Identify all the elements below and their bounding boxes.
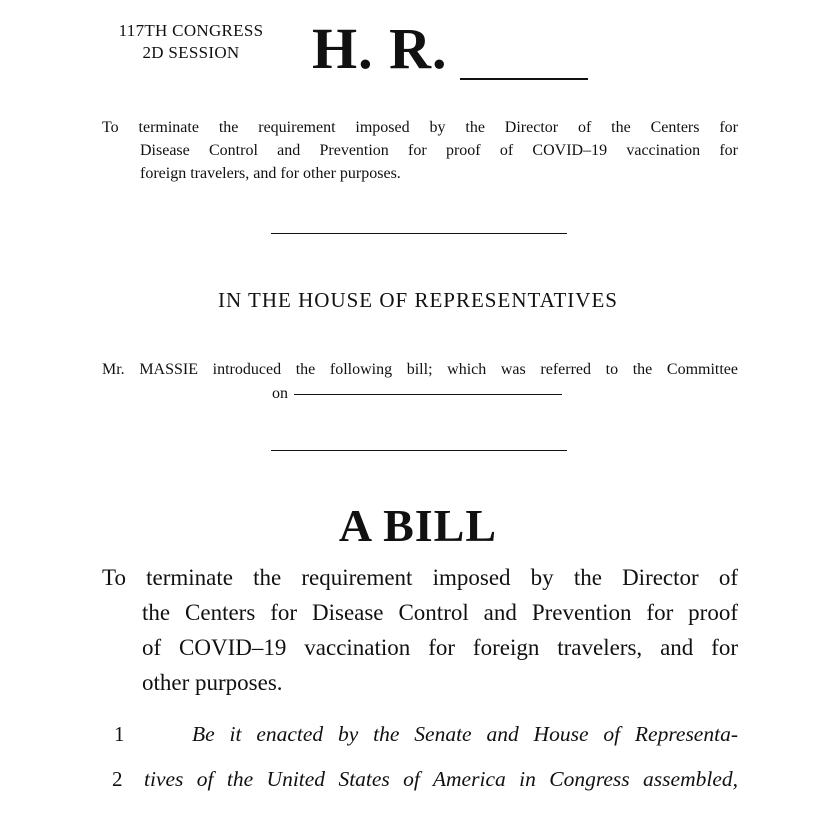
short-title: [102, 116, 738, 185]
chamber-heading: IN THE HOUSE OF REPRESENTATIVES: [218, 288, 618, 312]
short-title-line: To terminate the requirement imposed by the Director of the Centers for: [102, 119, 738, 136]
committee-line: [102, 382, 738, 406]
long-title-line: To terminate the requirement imposed by the Director of: [102, 565, 738, 590]
bill-number-blank: [460, 78, 588, 80]
introduction-text: introduced the following bill; which was referred to the Committee: [212, 361, 739, 378]
bill-designation: H. R.: [312, 16, 448, 81]
enacting-clause-line: tives of the United States of America in Congress assembled,: [144, 767, 738, 791]
committee-blank: [294, 394, 562, 395]
short-title-line: Disease Control and Prevention for proof of COVID–19 vaccination for: [140, 142, 738, 159]
congress-session-block: [98, 20, 284, 64]
long-title-line: of COVID–19 vaccination for foreign travelers, and for: [142, 635, 738, 660]
bill-heading: A BILL: [338, 500, 498, 551]
long-title-line: the Centers for Disease Control and Prevention for proof: [142, 600, 738, 625]
congress-label: 117TH CONGRESS: [118, 21, 264, 40]
session-label: 2D SESSION: [142, 43, 240, 62]
enacting-clause-line: Be it enacted by the Senate and House of Representa-: [192, 722, 738, 746]
long-title: [102, 560, 738, 700]
divider: [271, 233, 567, 234]
divider: [271, 450, 567, 451]
long-title-line: other purposes.: [142, 670, 283, 695]
introduction-paragraph: [102, 358, 738, 406]
sponsor-name: MASSIE: [139, 361, 198, 378]
short-title-line: foreign travelers, and for other purposes.: [140, 165, 401, 182]
line-number: 1: [114, 722, 125, 746]
sponsor-prefix: Mr.: [102, 361, 125, 378]
committee-on-label: on: [272, 385, 288, 402]
introduction-line: [102, 358, 738, 382]
line-number: 2: [112, 767, 123, 791]
